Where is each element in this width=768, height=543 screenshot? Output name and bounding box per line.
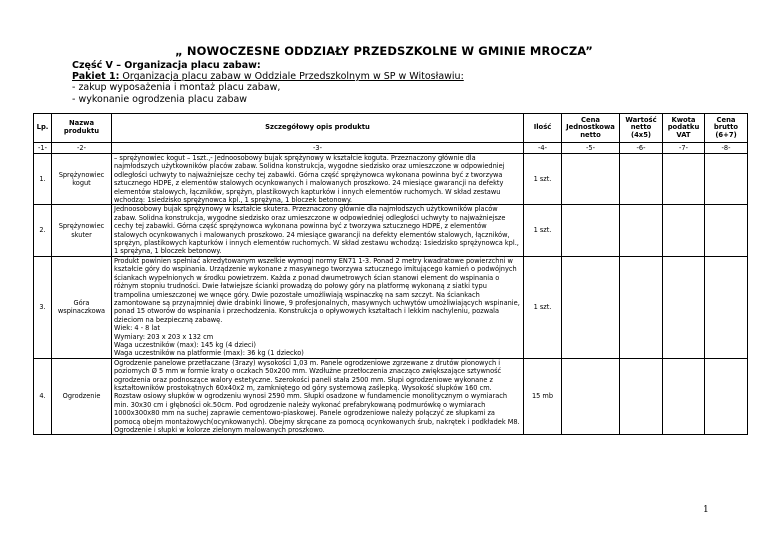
row-vat-cell	[663, 154, 705, 205]
row-qty: 1 szt.	[524, 256, 562, 358]
row-gross-cell	[705, 205, 748, 256]
table-header-row	[34, 114, 748, 143]
col-number: -8-	[705, 143, 748, 154]
table-row	[34, 154, 748, 205]
row-unit-price-cell	[562, 358, 620, 435]
row-qty: 1 szt.	[524, 154, 562, 205]
row-gross-cell	[705, 154, 748, 205]
intro-block	[72, 60, 464, 105]
row-gross-cell	[705, 256, 748, 358]
row-product-name: Sprężynowiec skuter	[52, 205, 112, 256]
row-value-cell	[620, 358, 663, 435]
row-product-name: Sprężynowiec kogut	[52, 154, 112, 205]
package-text: Organizacja placu zabaw w Oddziale Przedszkolnym w SP w Witosławiu:	[119, 71, 464, 83]
col-number: -1-	[34, 143, 52, 154]
header-desc: Szczegółowy opis produktu	[112, 114, 524, 143]
header-name: Nazwa produktu	[52, 114, 112, 143]
document-title: „ NOWOCZESNE ODDZIAŁY PRZEDSZKOLNE W GMINIE MROCZA”	[175, 44, 593, 58]
header-unit-price: Cena Jednostkowa netto	[562, 114, 620, 143]
row-description: Jednoosobowy bujak sprężynowy w kształcie skutera. Przeznaczony głównie dla najmłodszych użytkowników placów zabaw. Solidna konstrukcja, wygodne siedzisko oraz umieszczone w odpowiedniej odległości uchwyty to najważniejsze cechy tej zabawki. Górna część sprężynowca wykonana powinna być z tworzywa sztucznego HDPE, z elementów stalowych ocynkowanych i malowanych proszkowo. 24 miesiące gwarancji na defekty elementów stalowych, łączników, sprężyn, plastikowych kapturków i innych elementów ruchomych. W skład zestawu wchodzą: 1siedzisko sprężynowca kpl., 1 sprężyna, 1 bloczek betonowy.	[112, 205, 524, 256]
col-number: -3-	[112, 143, 524, 154]
col-number: -5-	[562, 143, 620, 154]
bullet-item: - wykonanie ogrodzenia placu zabaw	[72, 93, 248, 105]
row-vat-cell	[663, 205, 705, 256]
col-number: -2-	[52, 143, 112, 154]
section-heading: Część V – Organizacja placu zabaw:	[72, 60, 261, 71]
row-unit-price-cell	[562, 205, 620, 256]
col-number: -4-	[524, 143, 562, 154]
row-gross-cell	[705, 358, 748, 435]
row-qty: 1 szt.	[524, 205, 562, 256]
col-number: -7-	[663, 143, 705, 154]
row-qty: 15 mb	[524, 358, 562, 435]
package-label: Pakiet 1:	[72, 71, 120, 83]
row-value-cell	[620, 154, 663, 205]
column-number-row	[34, 143, 748, 154]
row-unit-price-cell	[562, 256, 620, 358]
row-vat-cell	[663, 256, 705, 358]
row-description: Produkt powinien spełniać akredytowanym wszelkie wymogi normy EN71 1-3. Ponad 2 metry kwadratowe powierzchni w kształcie góry do wspinania. Urządzenie wykonane z masywnego tworzywa sztucznego imitującego kamień o podwójnych ściankach wypełnionych w środku powietrzem. Każda z ponad dwumetrowych ścian stanowi element do wspinania o różnym stopniu trudności. Dwie łatwiejsze ścianki prowadzą do połowy góry na platformę wykonaną z siatki typu trampolina umieszczonej we wnęce góry. Dwie pozostałe umożliwiają wspinaczkę na sam szczyt. Na ściankach zamontowane są przynajmniej dwie drabinki linowe, 9 profesjonalnych, masywnych uchwytów umożliwiających wspinanie, ponad 15 otworów do wspinania i przechodzenia. Konstrukcja o opływowych kształtach i lekkim nachyleniu, pozwala dzieciom na bezpieczną zabawę. Wiek: 4 - 8 lat Wymiary: 203 x 203 x 132 cm Waga uczestników (max): 145 kg (4 dzieci) Waga uczestników na platformie (max): 36 kg (1 dziecko)	[112, 256, 524, 358]
row-lp: 3.	[34, 256, 52, 358]
header-vat: Kwota podatku VAT	[663, 114, 705, 143]
header-qty: Ilość	[524, 114, 562, 143]
header-value: Wartość netto (4x5)	[620, 114, 663, 143]
package-line	[72, 71, 464, 82]
header-lp: Lp.	[34, 114, 52, 143]
table-row	[34, 256, 748, 358]
row-product-name: Góra wspinaczkowa	[52, 256, 112, 358]
row-description: Ogrodzenie panelowe przetłaczane (3razy) wysokości 1,03 m. Panele ogrodzeniowe zgrzewane z drutów pionowych i poziomych Ø 5 mm w formie kraty o oczkach 50x200 mm. Wzdłużne przetłoczenia znacząco zwiększające sztywność ogrodzenia oraz podnoszące walory estetyczne. Szerokości paneli stała 2500 mm. Słupi ogrodzeniowe wykonane z kształtowników prostokątnych 60x40x2 m, zamkniętego od góry systemową zaślepką. Wysokość słupków 160 cm. Rozstaw osiowy słupków w ogrodzeniu wynosi 2590 mm. Słupki osadzone w fundamencie monolitycznym o wymiarach min. 30x30 cm i głębności ok.50cm. Pod ogrodzenie należy wykonać prefabrykowaną podmurówkę o wymiarach 1000x300x80 mm na suchej zaprawie cementowo-piaskowej. Panele ogrodzeniowe należy połączyć ze słupkami za pomocą obejm montażowych(ocynkowanych). Obejmy skręcane za pomocą ocynkowanych śrub, nakrętek i podkładek M8. Ogrodzenie i słupki w kolorze zielonym malowanych proszkowo.	[112, 358, 524, 435]
bullet-item: - zakup wyposażenia i montaż placu zabaw,	[72, 82, 281, 94]
row-unit-price-cell	[562, 154, 620, 205]
row-lp: 4.	[34, 358, 52, 435]
row-lp: 2.	[34, 205, 52, 256]
row-product-name: Ogrodzenie	[52, 358, 112, 435]
row-vat-cell	[663, 358, 705, 435]
row-value-cell	[620, 205, 663, 256]
table-row	[34, 205, 748, 256]
row-value-cell	[620, 256, 663, 358]
row-lp: 1.	[34, 154, 52, 205]
product-spec-table	[33, 113, 748, 435]
header-gross: Cena brutto (6+7)	[705, 114, 748, 143]
table-row	[34, 358, 748, 435]
col-number: -6-	[620, 143, 663, 154]
row-description: – sprężynowiec kogut – 1szt.,- Jednoosobowy bujak sprężynowy w kształcie koguta. Przeznaczony głównie dla najmłodszych użytkowników placów zabaw. Solidna konstrukcja, wygodne siedzisko oraz umieszczone w odpowiedniej odległości uchwyty to najważniejsze cechy tej zabawki. Górna część sprężynowca wykonana powinna być z tworzywa sztucznego HDPE, z elementów stalowych ocynkowanych i malowanych proszkowo. 24 miesiące gwarancji na defekty elementów stalowych, łączników, sprężyn, plastikowych kapturków i innych elementów ruchomych. W skład zestawu wchodzą: 1siedzisko sprężynowca kpl., 1 sprężyna, 1 bloczek betonowy.	[112, 154, 524, 205]
page-number: 1	[703, 505, 709, 515]
